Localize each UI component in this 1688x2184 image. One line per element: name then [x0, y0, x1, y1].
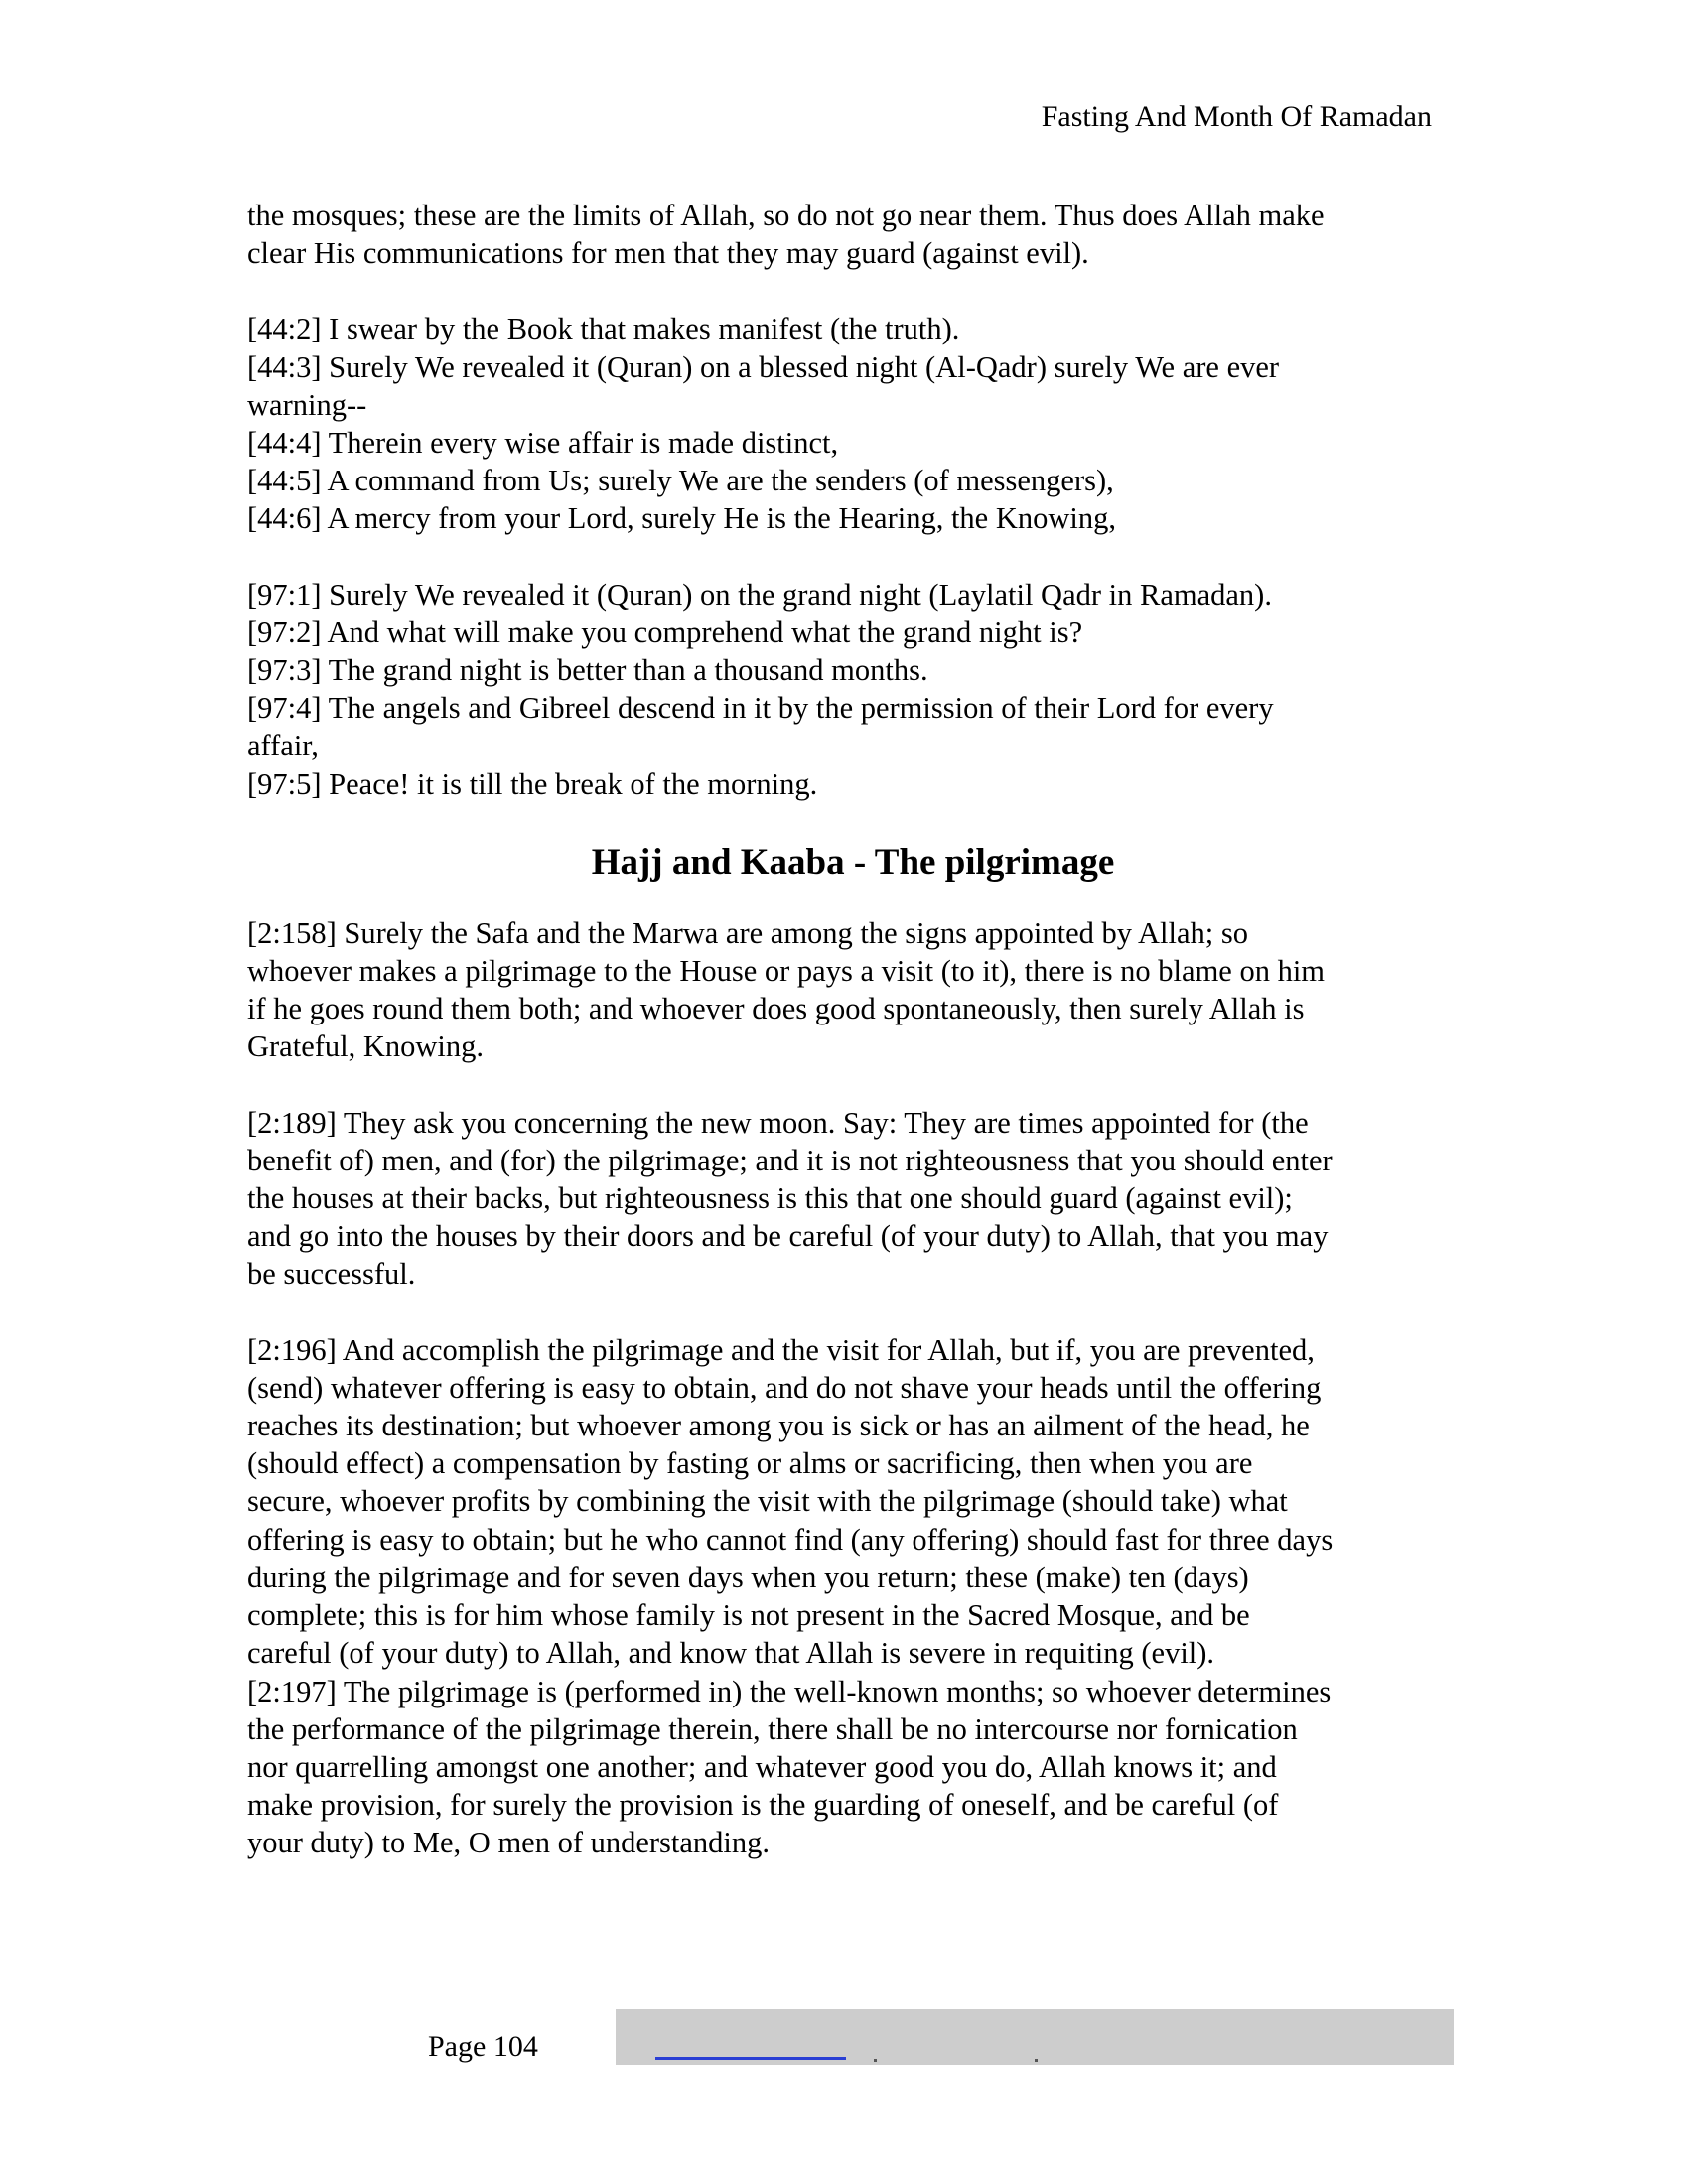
footer-dot: [1035, 2059, 1038, 2062]
text-line: whoever makes a pilgrimage to the House or pays a visit (to it), there is no blame on him: [247, 954, 1326, 989]
text-line: [2:196] And accomplish the pilgrimage and the visit for Allah, but if, you are prevented,: [247, 1332, 1315, 1367]
text-line: [97:3] The grand night is better than a thousand months.: [247, 653, 928, 688]
paragraph: [247, 576, 1439, 803]
text-line: (send) whatever offering is easy to obtain, and do not shave your heads until the offering: [247, 1370, 1322, 1405]
text-line: [97:5] Peace! it is till the break of the morning.: [247, 766, 818, 801]
text-line: Grateful, Knowing.: [247, 1029, 485, 1064]
text-line: [97:2] And what will make you comprehend what the grand night is?: [247, 614, 1083, 649]
text-line: [44:3] Surely We revealed it (Quran) on a blessed night (Al-Qadr) surely We are ever: [247, 349, 1280, 384]
text-line: during the pilgrimage and for seven days when you return; these (make) ten (days): [247, 1560, 1249, 1594]
running-header: Fasting And Month Of Ramadan: [1041, 100, 1432, 133]
text-line: nor quarrelling amongst one another; and whatever good you do, Allah knows it; and: [247, 1749, 1277, 1784]
text-line: clear His communications for men that they may guard (against evil).: [247, 236, 1089, 271]
text-line: careful (of your duty) to Allah, and know that Allah is severe in requiting (evil).: [247, 1636, 1215, 1671]
footer-dot: [874, 2059, 877, 2062]
paragraph: [247, 1104, 1439, 1294]
footer-link-underline[interactable]: [655, 2057, 846, 2060]
text-line: [2:197] The pilgrimage is (performed in) the well-known months; so whoever determines: [247, 1674, 1332, 1708]
text-line: make provision, for surely the provision is the guarding of oneself, and be careful (of: [247, 1788, 1279, 1823]
text-line: the houses at their backs, but righteousness is this that one should guard (against evil);: [247, 1181, 1293, 1216]
paragraph: [247, 197, 1439, 272]
page-number: Page 104: [428, 2030, 538, 2063]
text-line: [97:1] Surely We revealed it (Quran) on the grand night (Laylatil Qadr in Ramadan).: [247, 577, 1272, 612]
page-body: [247, 197, 1439, 1900]
text-line: [2:158] Surely the Safa and the Marwa are among the signs appointed by Allah; so: [247, 915, 1248, 950]
text-line: secure, whoever profits by combining the visit with the pilgrimage (should take) what: [247, 1484, 1288, 1519]
text-line: be successful.: [247, 1257, 416, 1292]
text-line: warning--: [247, 387, 367, 422]
text-line: complete; this is for him whose family is not present in the Sacred Mosque, and be: [247, 1598, 1250, 1633]
text-line: if he goes round them both; and whoever does good spontaneously, then surely Allah is: [247, 992, 1305, 1026]
intro-blocks: [247, 197, 1439, 803]
paragraph: [247, 310, 1439, 537]
text-line: benefit of) men, and (for) the pilgrimage; and it is not righteousness that you should enter: [247, 1143, 1333, 1177]
section-blocks: [247, 914, 1439, 1862]
paragraph: [247, 914, 1439, 1066]
text-line: the performance of the pilgrimage therein, there shall be no intercourse nor fornication: [247, 1711, 1298, 1746]
text-line: (should effect) a compensation by fasting or alms or sacrificing, then when you are: [247, 1446, 1253, 1481]
section-heading: Hajj and Kaaba - The pilgrimage: [591, 841, 1115, 883]
text-line: offering is easy to obtain; but he who cannot find (any offering) should fast for three days: [247, 1522, 1334, 1557]
text-line: [2:189] They ask you concerning the new moon. Say: They are times appointed for (the: [247, 1105, 1309, 1140]
text-line: [44:6] A mercy from your Lord, surely He is the Hearing, the Knowing,: [247, 501, 1116, 536]
text-line: affair,: [247, 729, 319, 763]
text-line: [44:4] Therein every wise affair is made distinct,: [247, 426, 839, 461]
text-line: [44:5] A command from Us; surely We are the senders (of messengers),: [247, 464, 1114, 498]
text-line: the mosques; these are the limits of Allah, so do not go near them. Thus does Allah make: [247, 199, 1325, 232]
text-line: and go into the houses by their doors and be careful (of your duty) to Allah, that you may: [247, 1219, 1329, 1254]
text-line: [97:4] The angels and Gibreel descend in it by the permission of their Lord for every: [247, 691, 1274, 726]
text-line: [44:2] I swear by the Book that makes manifest (the truth).: [247, 312, 960, 346]
text-line: reaches its destination; but whoever among you is sick or has an ailment of the head, he: [247, 1409, 1310, 1443]
paragraph: [247, 1331, 1439, 1862]
text-line: your duty) to Me, O men of understanding.: [247, 1826, 771, 1860]
